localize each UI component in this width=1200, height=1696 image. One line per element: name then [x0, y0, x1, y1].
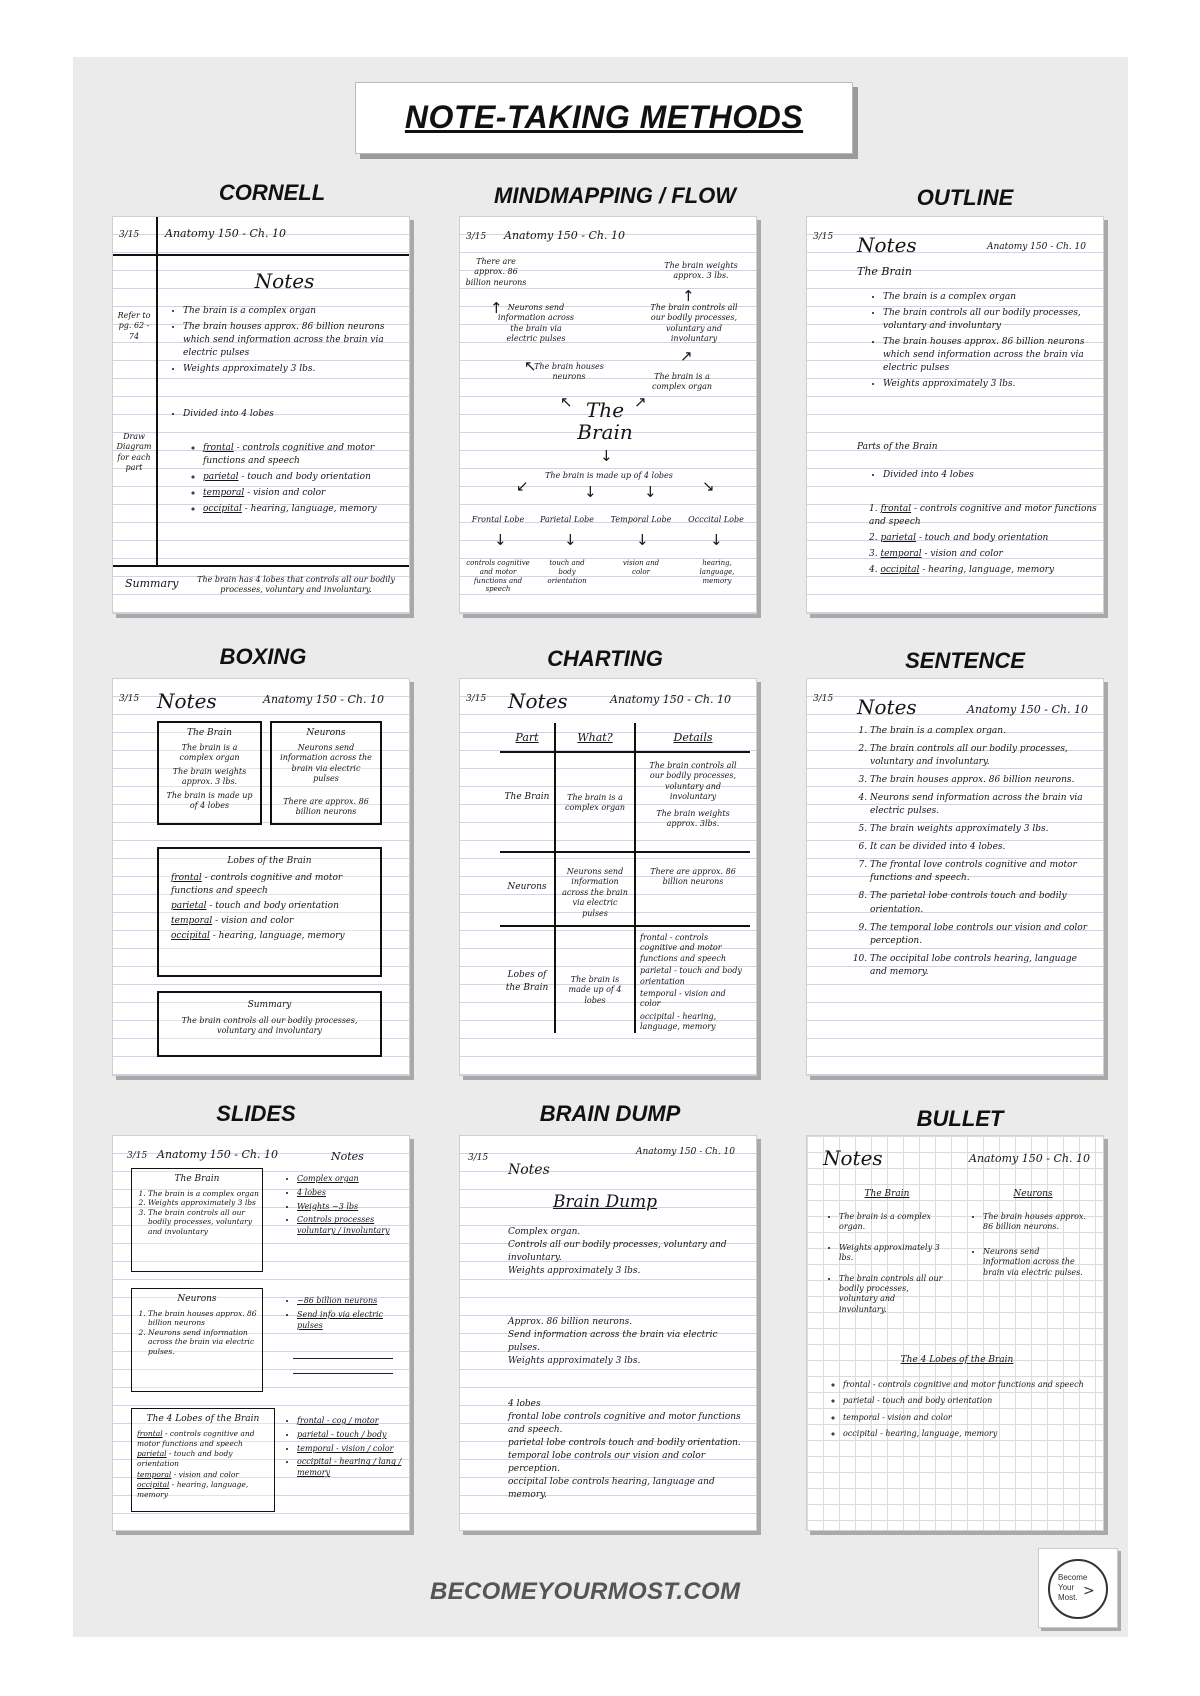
slide-title: Neurons — [177, 1294, 217, 1304]
lobe-label: Frontal Lobe — [471, 515, 525, 524]
brand-logo — [1038, 1548, 1118, 1628]
list-item: • The brain is a complex organ — [883, 291, 1096, 304]
slide-title: The 4 Lobes of the Brain — [146, 1414, 260, 1424]
column-header: Details — [673, 731, 713, 744]
page-title: NOTE-TAKING METHODS — [355, 82, 853, 154]
box-line: Neurons send information across the brain via electric pulses — [280, 743, 372, 784]
divided-bullet — [171, 408, 401, 424]
notes-heading: Notes — [508, 1162, 550, 1178]
table-cell: Neurons send information across the brain via electric pulses — [562, 867, 628, 918]
mindmap-node: The brain is made up of 4 lobes — [545, 471, 673, 480]
charting-card — [459, 678, 757, 1076]
notes-heading: Notes — [157, 689, 217, 713]
parts-heading: Parts of the Brain — [857, 442, 938, 452]
list-item: 3. temporal - vision and color — [869, 549, 1003, 560]
footer-url: BECOMEYOURMOST.COM — [430, 1578, 741, 1605]
box-the-brain — [157, 721, 262, 825]
slide-notes-1: • Complex organ • 4 lobes • Weights ~3 lbs • Controls processes voluntary / involuntary — [285, 1174, 405, 1240]
box-neurons — [270, 721, 382, 825]
bullet-list: • The brain houses approx. 86 billion neurons. • Neurons send information across the brain via electric pulses. — [971, 1212, 1087, 1281]
list-item: 2. The brain controls all our bodily processes, voluntary and involuntary. — [870, 743, 1095, 769]
table-cell: Neurons — [507, 882, 547, 892]
sentence-list — [855, 725, 1095, 984]
arrow-icon: ↗ — [634, 393, 647, 411]
notes-bullets — [171, 305, 401, 379]
chevron-right-icon: > — [1083, 1583, 1095, 1599]
cornell-card — [112, 216, 410, 614]
date-label: 3/15 — [119, 230, 140, 240]
lobes-list: ◦ frontal - controls cognitive and motor functions and speech ◦ parietal - touch and body orientation ◦ temporal - vision and color ◦ occipital - hearing, language, memory — [831, 1380, 1093, 1443]
notes-heading: Notes — [823, 1146, 883, 1170]
mindmap-node: The brain weights approx. 3 lbs. — [664, 261, 738, 281]
list-item: • The brain houses approx. 86 billion neurons which send information across the brain via electric pulses — [183, 321, 401, 360]
section-title-slides: SLIDES — [216, 1101, 296, 1126]
slide-notes-3: • frontal - cog / motor • parietal - touch / body • temporal - vision / color • occipital - hearing / lang / memory — [285, 1416, 405, 1482]
list-item: ◦ temporal - vision and color — [203, 487, 401, 500]
column-header: Part — [515, 731, 539, 744]
box-line: The brain is a complex organ — [179, 743, 240, 763]
slide-lobes — [131, 1408, 275, 1512]
date-label: 3/15 — [119, 694, 140, 704]
box-title: Summary — [247, 1000, 292, 1010]
list-item: 6. It can be divided into 4 lobes. — [870, 841, 1095, 854]
brain-dump-title: Brain Dump — [552, 1192, 658, 1212]
box-line: The brain weights approx. 3 lbs. — [172, 766, 247, 787]
list-item: ◦ frontal - controls cognitive and motor functions and speech — [203, 442, 401, 468]
slide-list: 1. The brain houses approx. 86 billion neurons 2. Neurons send information across the brain via electric pulses. — [136, 1309, 262, 1356]
arrow-icon: ↓ — [600, 447, 613, 465]
list-item: frontal - controls cognitive and motor functions and speech — [171, 873, 343, 897]
list-item: 4. occipital - hearing, language, memory — [869, 565, 1055, 576]
summary-text: The brain has 4 lobes that controls all our bodily processes, voluntary and involuntary. — [197, 575, 395, 595]
list-item: ◦ occipital - hearing, language, memory — [203, 503, 401, 516]
slide-list: frontal - controls cognitive and motor functions and speech parietal - touch and body orientation temporal - vision and color occipital - hearing, language, memory — [137, 1429, 255, 1499]
outline-bullets — [871, 291, 1096, 394]
arrow-icon: ↘ — [702, 477, 715, 495]
mindmap-node: The brain is a complex organ — [651, 372, 713, 392]
subheading: The Brain — [857, 265, 912, 278]
bullet-list: • The brain is a complex organ. • Weights approximately 3 lbs. • The brain controls all our bodily processes, voluntary and involuntary. — [827, 1212, 945, 1318]
table-cell: Lobes of the Brain — [505, 970, 549, 994]
box-line: The brain controls all our bodily processes, voluntary and involuntary — [181, 1016, 358, 1036]
table-cell: The Brain — [504, 792, 550, 802]
arrow-icon: ↖ — [560, 393, 573, 411]
list-item: 10. The occipital lobe controls hearing, language and memory. — [870, 953, 1095, 979]
course-label: Anatomy 150 - Ch. 10 — [987, 242, 1086, 252]
section-title-brain-dump: BRAIN DUMP — [539, 1101, 681, 1126]
list-item: parietal - touch and body orientation — [171, 901, 339, 912]
brain-dump-card — [459, 1135, 757, 1531]
dump-paragraph: Complex organ. Controls all our bodily processes, voluntary and involuntary. Weights approximately 3 lbs. — [508, 1227, 727, 1277]
notes-heading: Notes — [254, 269, 315, 293]
column-divider — [634, 723, 636, 1033]
boxing-card — [112, 678, 410, 1076]
date-label: 3/15 — [468, 1153, 489, 1163]
column-header: What? — [577, 731, 613, 744]
lobes-list — [191, 442, 401, 519]
date-label: 3/15 — [813, 232, 834, 242]
cue-text: Refer to pg. 62 - 74 — [117, 311, 151, 341]
lobe-desc: vision and color — [622, 559, 660, 576]
course-label: Anatomy 150 - Ch. 10 — [165, 227, 286, 240]
section-title-sentence: SENTENCE — [905, 648, 1025, 673]
lobes-title: The 4 Lobes of the Brain — [900, 1355, 1014, 1365]
dump-paragraph: 4 lobes frontal lobe controls cognitive and motor functions and speech. parietal lobe controls touch and bodily orientation. temporal lobe controls our vision and color perception. occipital lobe controls hearing, language and memory. — [508, 1399, 741, 1501]
table-cell: The brain is a complex organ — [564, 793, 626, 813]
arrow-icon: ↓ — [644, 483, 657, 501]
course-label: Anatomy 150 - Ch. 10 — [969, 1152, 1090, 1165]
slide-notes-2: • ~86 billion neurons • Send info via electric pulses — [285, 1296, 405, 1334]
list-item: 9. The temporal lobe controls our vision and color perception. — [870, 922, 1095, 948]
slide-list: 1. The brain is a complex organ 2. Weights approximately 3 lbs 3. The brain controls all our bodily processes, voluntary and involuntary — [136, 1189, 262, 1236]
list-item: ◦ parietal - touch and body orientation — [203, 471, 401, 484]
cue-text-diagram: Draw Diagram for each part — [116, 432, 152, 473]
notes-heading: Notes — [331, 1150, 364, 1163]
list-item: • The brain controls all our bodily processes, voluntary and involuntary — [883, 307, 1096, 333]
arrow-icon: ↓ — [584, 483, 597, 501]
section-title-mindmapping: MINDMAPPING / FLOW — [494, 183, 736, 208]
box-title: Neurons — [306, 728, 346, 738]
course-label: Anatomy 150 - Ch. 10 — [610, 693, 731, 706]
notes-heading: Notes — [857, 233, 917, 257]
list-item: 3. The brain houses approx. 86 billion neurons. — [870, 774, 1095, 787]
course-label: Anatomy 150 - Ch. 10 — [263, 693, 384, 706]
list-item: • The brain is a complex organ — [183, 305, 401, 318]
lobe-desc: touch and body orientation — [547, 559, 587, 585]
course-label: Anatomy 150 - Ch. 10 — [157, 1148, 278, 1161]
box-summary — [157, 991, 382, 1057]
arrow-icon: ↑ — [490, 299, 503, 317]
box-line: There are approx. 86 billion neurons — [283, 796, 369, 816]
slide-title: The Brain — [174, 1174, 220, 1184]
divided-bullet — [871, 469, 1091, 485]
list-item: 7. The frontal love controls cognitive and motor functions and speech. — [870, 859, 1095, 885]
mindmap-node: The brain houses neurons — [534, 362, 604, 382]
arrow-icon: ↓ — [564, 531, 577, 549]
slide-the-brain — [131, 1168, 263, 1272]
row-divider — [500, 925, 750, 927]
mindmap-node: There are approx. 86 billion neurons — [465, 257, 527, 287]
mindmap-node: Neurons send information across the brain via electric pulses — [497, 303, 575, 344]
arrow-icon: ↓ — [494, 531, 507, 549]
box-lobes — [157, 847, 382, 977]
box-title: The Brain — [187, 728, 232, 738]
lobe-desc: hearing, language, memory — [699, 559, 735, 585]
table-cell: The brain controls all our bodily processes, voluntary and involuntary The brain weights approx. 3lbs. — [649, 761, 737, 828]
table-cell: There are approx. 86 billion neurons — [650, 867, 736, 887]
column-title: Neurons — [1013, 1189, 1053, 1199]
summary-label: Summary — [125, 577, 179, 590]
summary-rule — [113, 565, 410, 567]
mindmap-node: The brain controls all our bodily processes, voluntary and involuntary — [650, 303, 738, 344]
list-item: • The brain houses approx. 86 billion neurons which send information across the brain via electric pulses — [883, 336, 1096, 375]
list-item: temporal - vision and color — [171, 916, 294, 927]
box-line: The brain is made up of 4 lobes — [166, 790, 253, 810]
date-label: 3/15 — [466, 694, 487, 704]
section-title-boxing: BOXING — [219, 644, 307, 669]
outline-card — [806, 216, 1104, 614]
slides-card — [112, 1135, 410, 1531]
list-item: • Divided into 4 lobes — [883, 469, 1091, 482]
arrow-icon: ↓ — [636, 531, 649, 549]
list-item: 8. The parietal lobe controls touch and bodily orientation. — [870, 890, 1095, 916]
list-item: • Divided into 4 lobes — [183, 408, 401, 421]
date-label: 3/15 — [813, 694, 834, 704]
arrow-icon: ↓ — [710, 531, 723, 549]
arrow-icon: ↖ — [524, 357, 537, 375]
list-item: 1. frontal - controls cognitive and motor functions and speech — [869, 504, 1097, 528]
section-title-charting: CHARTING — [547, 646, 663, 671]
list-item: 4. Neurons send information across the brain via electric pulses. — [870, 792, 1095, 818]
lobe-label: Occcital Lobe — [688, 515, 744, 524]
course-label: Anatomy 150 - Ch. 10 — [504, 229, 625, 242]
outline-lobes — [869, 503, 1097, 580]
mindmap-card — [459, 216, 757, 614]
table-cell: The brain is made up of 4 lobes — [568, 975, 622, 1005]
row-divider — [500, 851, 750, 853]
table-cell: frontal - controls cognitive and motor functions and speech parietal - touch and body orientation temporal - vision and color occipital - hearing, language, memory — [640, 933, 742, 1032]
box-title: Lobes of the Brain — [227, 856, 312, 866]
list-item: 5. The brain weights approximately 3 lbs. — [870, 823, 1095, 836]
course-label: Anatomy 150 - Ch. 10 — [636, 1147, 735, 1157]
arrow-icon: ↑ — [682, 287, 695, 305]
bullet-card — [806, 1135, 1104, 1531]
arrow-icon: ↗ — [680, 347, 693, 365]
header-rule — [500, 751, 750, 753]
slide-neurons — [131, 1288, 263, 1392]
lobe-label: Temporal Lobe — [610, 515, 672, 524]
section-title-cornell: CORNELL — [218, 180, 326, 205]
column-divider — [554, 723, 556, 1033]
column-title: The Brain — [864, 1189, 910, 1199]
mindmap-center: The Brain — [577, 398, 633, 444]
list-item: • Weights approximately 3 lbs. — [883, 378, 1096, 391]
sentence-card — [806, 678, 1104, 1076]
list-item: occipital - hearing, language, memory — [171, 931, 345, 942]
list-item: 1. The brain is a complex organ. — [870, 725, 1095, 738]
list-item: 2. parietal - touch and body orientation — [869, 533, 1049, 544]
date-label: 3/15 — [466, 232, 487, 242]
notes-heading: Notes — [857, 695, 917, 719]
lobe-desc: controls cognitive and motor functions and speech — [466, 559, 530, 594]
section-title-bullet: BULLET — [916, 1106, 1004, 1131]
list-item: • Weights approximately 3 lbs. — [183, 363, 401, 376]
section-title-outline: OUTLINE — [916, 185, 1014, 210]
course-label: Anatomy 150 - Ch. 10 — [967, 703, 1088, 716]
dump-paragraph: Approx. 86 billion neurons. Send information across the brain via electric pulses. Weights approximately 3 lbs. — [508, 1317, 718, 1367]
date-label: 3/15 — [127, 1151, 148, 1161]
lobe-label: Parietal Lobe — [540, 515, 594, 524]
blank-lines — [293, 1344, 393, 1377]
logo-text: Become Your Most. — [1058, 1573, 1088, 1602]
arrow-icon: ↙ — [516, 477, 529, 495]
notes-heading: Notes — [508, 689, 568, 713]
